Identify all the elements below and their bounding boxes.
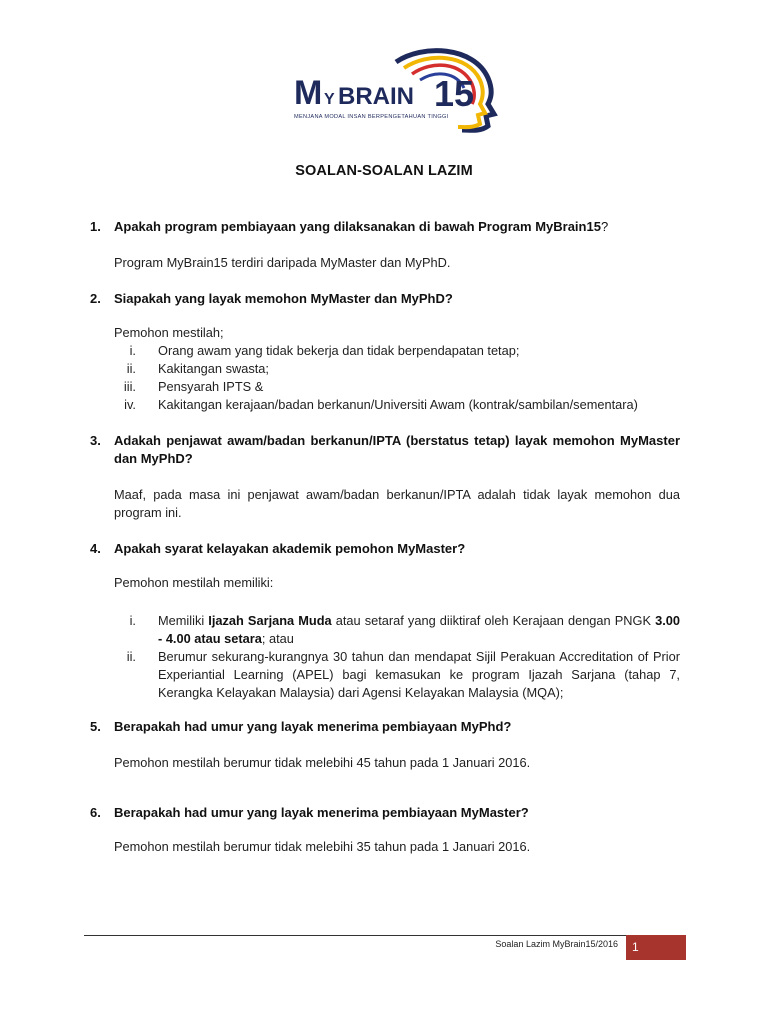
logo-letter-m: M [294,74,323,112]
list-item-text-part: atau setaraf yang diiktiraf oleh Kerajaan dengan PNGK [331,613,656,628]
cgpa-requirement: 3.00 - 4.00 atau setara [158,613,681,646]
faq-answer-4-intro: Pemohon mestilah memiliki: [114,575,274,590]
list-item [114,396,680,414]
list-item [114,342,680,360]
list-item [114,612,680,648]
faq-question-5 [90,718,680,736]
page-title: SOALAN-SOALAN LAZIM [295,163,473,179]
list-item-number: ii. [126,649,136,664]
question-text: Berapakah had umur yang layak menerima pembiayaan MyPhd? [114,719,512,734]
question-text: Apakah syarat kelayakan akademik pemohon MyMaster? [114,541,466,556]
logo-tagline: MENJANA MODAL INSAN BERPENGETAHUAN TINGGI [294,114,449,120]
list-item [114,360,680,378]
faq-question-6 [90,804,680,822]
faq-answer-5: Pemohon mestilah berumur tidak melebihi 45 tahun pada 1 Januari 2016. [114,755,531,770]
question-number: 1. [90,219,101,234]
list-item-text: Kakitangan swasta; [158,361,269,376]
logo-digits-15: 15 [434,73,475,114]
list-item-text: Orang awam yang tidak bekerja dan tidak berpendapatan tetap; [158,343,520,358]
faq-answer-1: Program MyBrain15 terdiri daripada MyMaster dan MyPhD. [114,255,451,270]
question-suffix: ? [600,219,609,234]
list-item [114,378,680,396]
faq-answer-6: Pemohon mestilah berumur tidak melebihi 35 tahun pada 1 Januari 2016. [114,839,531,854]
question-number: 5. [90,719,101,734]
question-text: Apakah program pembiayaan yang dilaksanakan di bawah Program MyBrain15 [114,219,601,234]
faq-answer-2-intro: Pemohon mestilah; [114,325,224,340]
page-number-badge: 1 [626,935,686,960]
list-item-text: Pensyarah IPTS & [158,379,264,394]
faq-question-2 [90,290,680,308]
list-item-text: Kakitangan kerajaan/badan berkanun/Universiti Awam (kontrak/sambilan/sementara) [158,397,638,412]
list-item-text-part: Memiliki [158,613,209,628]
footer-text: Soalan Lazim MyBrain15/2016 [495,939,618,949]
faq-question-1 [90,218,680,236]
list-item-number: ii. [126,361,136,376]
list-item-number: iii. [123,379,136,394]
list-item-text [158,612,680,648]
footer-divider [84,935,686,936]
list-item-number: i. [129,343,136,358]
question-text: Adakah penjawat awam/badan berkanun/IPTA (berstatus tetap) layak memohon MyMaster dan MyPhD? [114,433,680,466]
logo-letters-brain: BRAIN [338,83,414,110]
degree-requirement: Ijazah Sarjana Muda [208,613,332,628]
list-item-text-part: ; atau [261,631,294,646]
list-item-number: iv. [124,397,136,412]
faq-question-4 [90,540,680,558]
logo-letter-y: Y [324,91,335,108]
question-text: Berapakah had umur yang layak menerima pembiayaan MyMaster? [114,805,529,820]
faq-question-3 [90,432,680,468]
question-text: Siapakah yang layak memohon MyMaster dan MyPhD? [114,291,453,306]
question-number: 6. [90,805,101,820]
question-number: 4. [90,541,101,556]
list-item-text: Berumur sekurang-kurangnya 30 tahun dan mendapat Sijil Perakuan Accreditation of Prior Experiantial Learning (APEL) bagi kemasukan ke program Ijazah Sarjana (tahap 7, Kerangka Kelayakan Malaysia) dari Agensi Kelayakan Malaysia (MQA); [158,649,680,700]
mybrain15-logo-graphic [292,44,498,134]
list-item-number: i. [129,613,136,628]
faq-answer-3: Maaf, pada masa ini penjawat awam/badan berkanun/IPTA adalah tidak layak memohon dua program ini. [114,487,680,520]
mybrain15-logo [292,44,498,134]
question-number: 2. [90,291,101,306]
question-number: 3. [90,433,101,448]
list-item [114,648,680,702]
